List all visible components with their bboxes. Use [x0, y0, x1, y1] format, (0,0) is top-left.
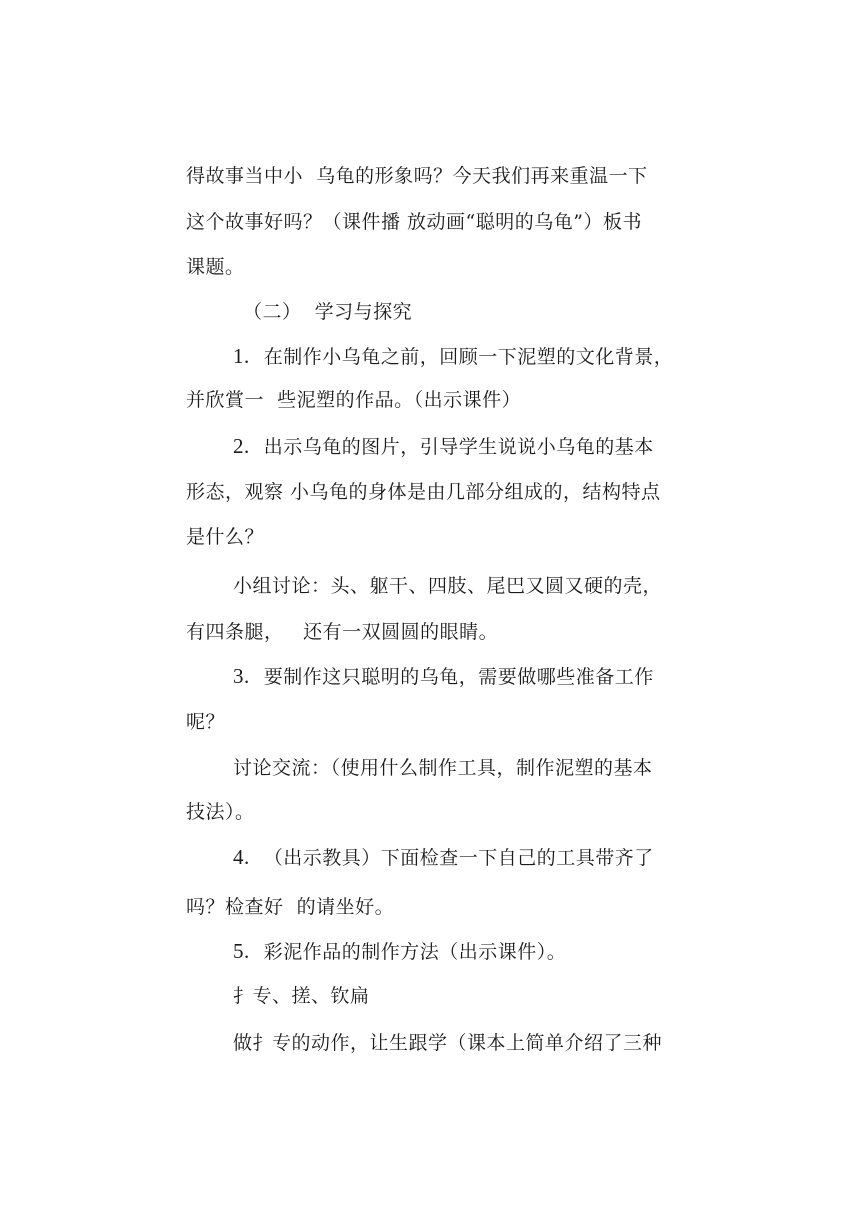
text-line: 扌专、搓、钦扁 — [233, 985, 370, 1007]
text-span: 彩泥作品的制作方法（出示课件）。 — [263, 941, 567, 963]
list-item-5 — [233, 939, 566, 964]
text-line: 呢？ — [186, 711, 226, 733]
text-line: 形态，观察 小乌龟的身体是由几部分组成的，结构特点 — [186, 481, 661, 503]
text-line: 有四条腿， 还有一双圆圆的眼睛。 — [186, 621, 499, 643]
list-number: 2. — [233, 434, 250, 458]
list-item-1 — [233, 344, 673, 369]
text-span: （出示教具）下面检查一下自己的工具带齐了 — [263, 847, 654, 869]
list-number: 1. — [233, 344, 250, 368]
list-number: 5. — [233, 939, 250, 963]
list-number: 3. — [233, 664, 250, 688]
text-line: 并欣賞一 些泥塑的作品。（出示课件） — [186, 389, 522, 411]
text-span: 出示乌龟的图片，引导学生说说小乌龟的基本 — [263, 436, 654, 458]
text-line: 是什么？ — [186, 526, 265, 548]
list-item-2 — [233, 434, 654, 459]
list-item-3 — [233, 664, 654, 689]
text-line: 得故事当中小 乌龟的形象吗？今天我们再来重温一下 — [186, 165, 648, 187]
text-line: 小组讨论：头、躯干、四肢、尾巴又圆又硬的壳， — [233, 575, 663, 597]
list-item-4 — [233, 845, 654, 870]
list-number: 4. — [233, 845, 250, 869]
text-span: 在制作小乌龟之前，回顾一下泥塑的文化背景， — [263, 346, 674, 368]
text-line: 课题。 — [186, 256, 245, 278]
text-line: 做扌专的动作，让生跟学（课本上简单介绍了三种 — [233, 1032, 663, 1054]
text-span: 要制作这只聪明的乌龟，需要做哪些准备工作 — [263, 666, 654, 688]
text-line: 技法）。 — [186, 801, 255, 823]
text-line: 这个故事好吗？（课件播 放动画“聪明的乌龟”）板书 — [186, 211, 642, 233]
section-heading: （二） 学习与探究 — [243, 301, 413, 323]
text-line: 吗？检查好 的请坐好。 — [186, 896, 395, 918]
text-line: 讨论交流：（使用什么制作工具，制作泥塑的基本 — [233, 757, 653, 779]
